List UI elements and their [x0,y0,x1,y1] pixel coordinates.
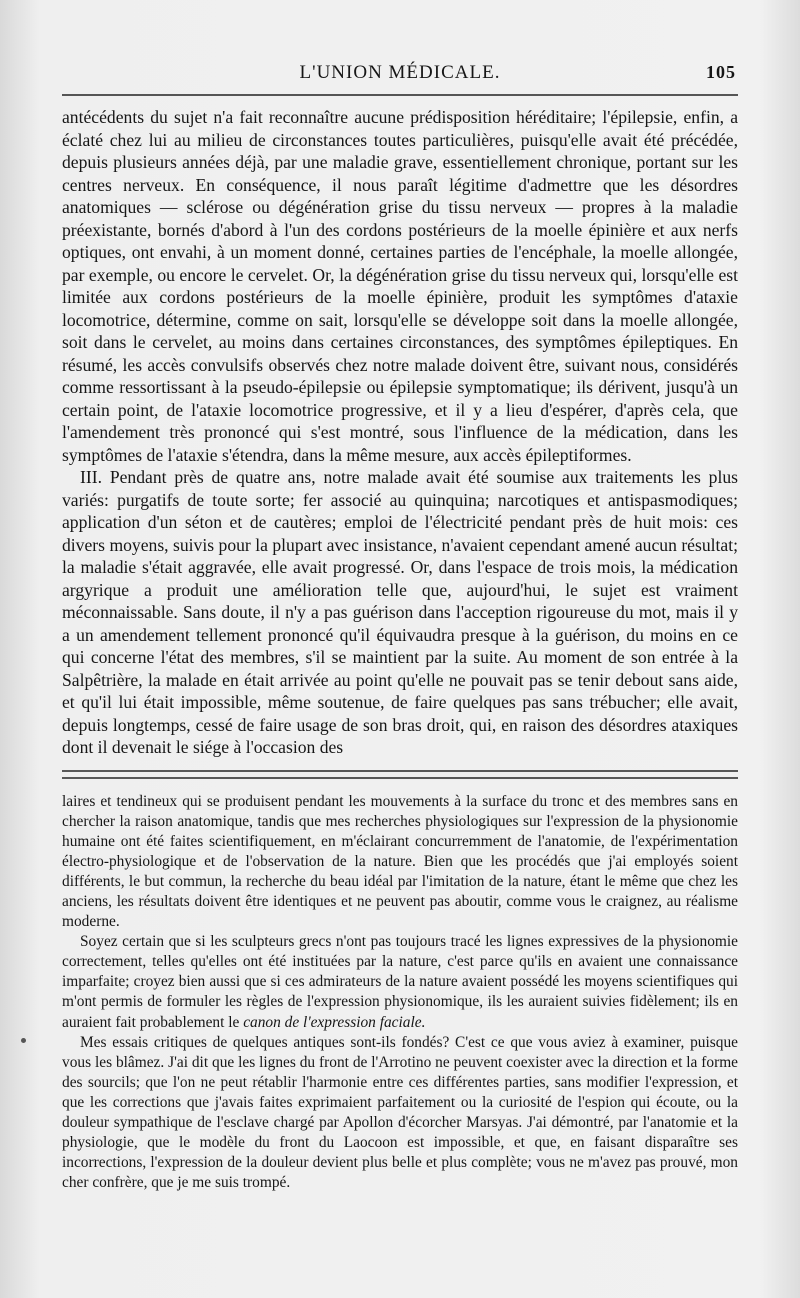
footnote-block [62,792,738,1194]
footnote-paragraph: Mes essais critiques de quelques antiques sont-ils fondés? C'est ce que vous aviez à examiner, puisque vous les blâmez. J'ai dit que les lignes du front de l'Arrotino ne peuvent coexister avec la direction et la forme des sourcils; que l'on ne peut rétablir l'harmonie entre ces différentes parties, sans modifier l'expression, et que les corrections que j'avais faites exprimaient parfaitement ou la curiosité de l'espion qui écoute, ou la douleur sympathique de l'esclave chargé par Apollon d'écorcher Marsyas. J'ai démontré, par l'anatomie et la physiologie, que le modèle du front du Laocoon est impossible, et que, en faisant disparaître ses incorrections, l'expression de la douleur devient plus belle et plus complète; vous ne m'avez pas prouvé, mon cher confrère, que je me suis trompé. [62,1033,738,1192]
body-paragraph: antécédents du sujet n'a fait reconnaître aucune prédisposition héréditaire; l'épilepsie, enfin, a éclaté chez lui au milieu de circonstances toutes particulières, puisqu'elle avait été précédée, depuis plusieurs années déjà, par une maladie grave, essentiellement chronique, portant sur les centres nerveux. En conséquence, il nous paraît légitime d'admettre que les désordres anatomiques — sclérose ou dégénération grise du tissu nerveux — propres à la maladie préexistante, bornés d'abord à l'un des cordons postérieurs de la moelle épinière et aux nerfs optiques, ont envahi, à un moment donné, certaines parties de l'encéphale, la moelle allongée, par exemple, ou encore le cervelet. Or, la dégénération grise du tissu nerveux qui, lorsqu'elle est limitée aux cordons postérieurs de la moelle épinière, produit les symptômes d'ataxie locomotrice, détermine, comme on sait, lorsqu'elle se développe soit dans la moelle allongée, soit dans le cervelet, au moins dans certaines circonstances, des symptômes épileptiques. En résumé, les accès convulsifs observés chez notre malade doivent être, suivant nous, considérés comme ressortissant à la pseudo-épilepsie ou épilepsie symptomatique; ils dérivent, jusqu'à un certain point, de l'ataxie locomotrice progressive, et il y a lieu d'espérer, d'après cela, que l'amendement très prononcé qui s'est montré, sous l'influence de la médication, dans les symptômes de l'ataxie s'étendra, dans la même mesure, aux accès épileptiformes. [62,107,738,465]
running-header [62,58,738,90]
margin-mark [21,1038,26,1043]
footnote-paragraph: laires et tendineux qui se produisent pendant les mouvements à la surface du tronc et des membres sans en chercher la raison anatomique, tandis que mes recherches physiologiques sur l'expression de la physionomie humaine ont été faites scientifiquement, en m'éclairant concurremment de l'anatomie, de l'expérimentation électro-physiologique et de l'observation de la nature. Bien que les procédés que j'ai employés soient différents, le but commun, la recherche du beau idéal par l'imitation de la nature, étant le même que chez les anciens, les résultats doivent être identiques et ne peuvent pas aboutir, comme vous le craignez, au réalisme moderne. [62,792,738,931]
page-number: 105 [706,62,736,82]
footnote-separator [62,770,738,779]
footnote-text: Soyez certain que si les sculpteurs grecs n'ont pas toujours tracé les lignes expressives de la physionomie correctement, telles qu'elles ont été instituées par la nature, c'est parce qu'ils en avaient une connaissance imparfaite; croyez bien aussi que si ces admirateurs de la nature avaient possédé les moyens scientifiques qui m'ont permis de formuler les règles de l'expression physionomique, ils les auraient suivies fidèlement; ils en auraient fait probablement le [62,933,738,1031]
header-rule [62,94,738,96]
main-text [62,106,738,759]
journal-title: L'UNION MÉDICALE. [299,62,501,83]
body-paragraph: III. Pendant près de quatre ans, notre malade avait été soumise aux traitements les plus variés: purgatifs de toute sorte; fer associé au quinquina; narcotiques et antispasmodiques; application d'un séton et de cautères; emploi de l'électricité pendant près de huit mois: ces divers moyens, suivis pour la plupart avec insistance, n'avaient cependant amené aucun résultat; la maladie s'était aggravée, elle avait progressé. Or, dans l'espace de trois mois, la médication argyrique a produit une amélioration telle que, aujourd'hui, le sujet est vraiment méconnaissable. Sans doute, il n'y a pas guérison dans l'acception rigoureuse du mot, mais il y a un amendement tellement prononcé qu'il équivaudra presque à la guérison, du moins en ce qui concerne l'état des membres, s'il se maintient par la suite. Au moment de son entrée à la Salpêtrière, la malade en était arrivée au point qu'elle ne pouvait pas se tenir debout sans aide, et qu'il lui était impossible, même soutenue, de faire quelques pas sans trébucher; elle avait, depuis longtemps, cessé de faire usage de son bras droit, qui, en raison des désordres ataxiques dont il devenait le siége à l'occasion des [62,467,738,757]
footnote-paragraph [62,932,738,1032]
footnote-italic: canon de l'expression faciale. [243,1013,426,1031]
